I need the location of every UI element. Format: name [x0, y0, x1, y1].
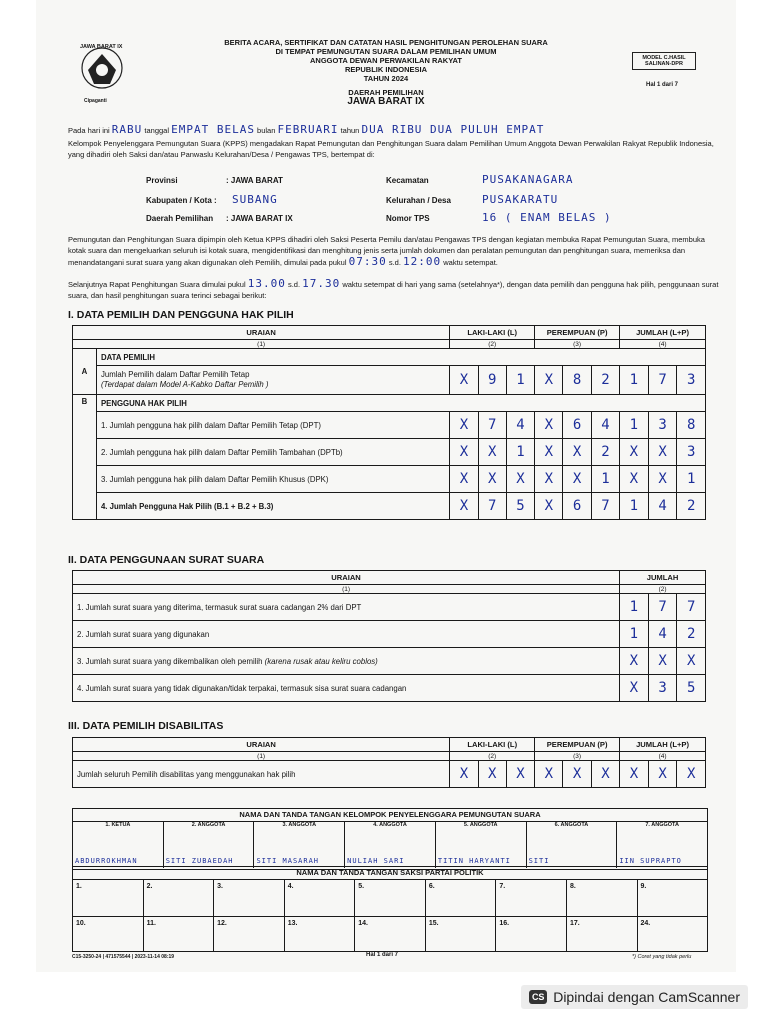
- digit: 7: [676, 594, 705, 620]
- footer-page: Hal 1 dari 7: [366, 952, 399, 958]
- title-line-1: BERITA ACARA, SERTIFIKAT DAN CATATAN HASIL PENGHITUNGAN PEROLEHAN SUARA: [224, 38, 548, 47]
- area-label: DAERAH PEMILIHAN: [348, 88, 424, 97]
- section-b-letter: B: [73, 395, 97, 520]
- col-num-1: (1): [73, 752, 450, 761]
- section-2-title: II. DATA PENGGUNAAN SURAT SUARA: [68, 554, 265, 566]
- digit: X: [544, 444, 554, 460]
- member-role: 6. ANGGOTA: [554, 822, 589, 828]
- kabupaten-value: SUBANG: [232, 193, 278, 206]
- time-sd: s.d.: [388, 258, 401, 267]
- digit: 8: [562, 366, 590, 394]
- dpt-male: [450, 366, 535, 395]
- digit: 7: [478, 412, 506, 438]
- ballot-returned-label: [73, 648, 620, 675]
- count-start-time: 13.00: [247, 277, 286, 290]
- b1-male: [450, 412, 535, 439]
- digit: 3: [648, 412, 677, 438]
- b2-female: [535, 439, 620, 466]
- digit: 6: [562, 412, 590, 438]
- member-name: NULIAH SARI: [347, 857, 405, 865]
- provinsi-label: Provinsi: [146, 176, 178, 185]
- member-role: 7. ANGGOTA: [645, 822, 679, 828]
- camscanner-text: Dipindai dengan CamScanner: [553, 989, 740, 1005]
- digit: X: [459, 444, 469, 460]
- digit: 2: [591, 439, 619, 465]
- digit: X: [478, 439, 506, 465]
- digit: X: [629, 653, 639, 669]
- col-female: PEREMPUAN (P): [535, 738, 620, 752]
- digit: 9: [478, 366, 506, 394]
- kpps-members: [73, 822, 707, 868]
- b3-female: [535, 466, 620, 493]
- tps-label: Nomor TPS: [386, 214, 430, 223]
- col-uraian: URAIAN: [73, 571, 620, 585]
- witness-slot: 2.: [144, 880, 215, 916]
- witness-slot: 4.: [285, 880, 356, 916]
- digit: 2: [591, 366, 619, 394]
- page-indicator: Hal 1 dari 7: [646, 82, 679, 88]
- disability-male: [450, 761, 535, 788]
- digit: X: [478, 466, 506, 492]
- day-value: RABU: [111, 123, 143, 136]
- witness-slot: 10.: [73, 917, 144, 951]
- member-role: 5. ANGGOTA: [463, 822, 498, 828]
- b3-total: [620, 466, 706, 493]
- col-num-3: (3): [535, 752, 620, 761]
- member-name: SITI: [528, 857, 550, 865]
- dpt-label-sub: (Terdapat dalam Model A-Kabko Daftar Pemilih ): [100, 380, 269, 389]
- digit: 4: [591, 412, 619, 438]
- count-time-sd: s.d.: [287, 280, 301, 289]
- daerah-value: : JAWA BARAT IX: [226, 214, 293, 223]
- kpps-signature-box: [72, 808, 708, 870]
- digit: 1: [629, 498, 639, 514]
- digit: X: [544, 372, 554, 388]
- digit: X: [544, 471, 554, 487]
- disability-total: [620, 761, 706, 788]
- digit: X: [648, 648, 677, 674]
- day-label: Pada hari ini: [68, 126, 110, 135]
- digit: 1: [591, 466, 619, 492]
- digit: 4: [506, 412, 534, 438]
- count-end-time: 17.30: [302, 277, 341, 290]
- procedure-text: Pemungutan dan Penghitungan Suara dipimpin oleh Ketua KPPS dihadiri oleh Saksi Peserta Pemilu dan/atau Pengawas TPS dengan kegiatan membuka Rapat Pemungutan Suara, membuka kotak suara dan mengeluarkan seluruh isi kotak suara, mengidentifikasi dan menghitung jenis serta jumlah dokumen dan peralatan pemungutan dan penghitungan suara, memeriksa dan menandatangani surat suara yang akan digunakan oleh Pemilih, dimulai pada pukul: [68, 235, 705, 267]
- digit: X: [562, 761, 590, 787]
- digit: X: [591, 761, 619, 787]
- dpt-label: Jumlah Pemilih dalam Daftar Pemilih Tetap: [100, 370, 250, 379]
- digit: 7: [648, 594, 677, 620]
- col-num-3: (3): [535, 340, 620, 349]
- col-total: JUMLAH (L+P): [620, 326, 706, 340]
- title-line-3: ANGGOTA DEWAN PERWAKILAN RAKYAT: [310, 56, 462, 65]
- member-name: TITIN HARYANTI: [437, 857, 511, 865]
- digit: X: [629, 680, 639, 696]
- col-num-1: (1): [73, 585, 620, 594]
- start-time: 07:30: [348, 255, 387, 268]
- digit: X: [459, 471, 469, 487]
- witness-slot: 13.: [285, 917, 356, 951]
- witness-signature-box: [72, 866, 708, 952]
- digit: X: [478, 761, 506, 787]
- digit: X: [648, 439, 677, 465]
- digit: 1: [676, 466, 705, 492]
- ballot-received-total: [620, 594, 706, 621]
- ballot-usage-table: [72, 570, 706, 702]
- witness-slot: 16.: [496, 917, 567, 951]
- col-total: JUMLAH (L+P): [620, 738, 706, 752]
- kelurahan-label: Kelurahan / Desa: [386, 196, 451, 205]
- col-num-4: (4): [620, 752, 706, 761]
- witness-row-2: [73, 917, 707, 951]
- digit: X: [544, 766, 554, 782]
- digit: X: [459, 766, 469, 782]
- b4-male: [450, 493, 535, 520]
- date-label: tanggal: [144, 126, 169, 135]
- b4-label: 4. Jumlah Pengguna Hak Pilih (B.1 + B.2 + B.3): [96, 493, 449, 520]
- digit: X: [459, 417, 469, 433]
- witness-row-1: [73, 880, 707, 917]
- digit: 7: [591, 493, 619, 519]
- date-value: EMPAT BELAS: [171, 123, 255, 136]
- intro-line: [68, 124, 728, 136]
- member-name: SITI MASARAH: [256, 857, 320, 865]
- digit: 1: [629, 372, 639, 388]
- witness-slot: 17.: [567, 917, 638, 951]
- disability-label: Jumlah seluruh Pemilih disabilitas yang menggunakan hak pilih: [73, 761, 450, 788]
- section-a-letter: A: [73, 349, 97, 395]
- col-male: LAKI-LAKI (L): [450, 326, 535, 340]
- ballot-received-label: 1. Jumlah surat suara yang diterima, termasuk surat suara cadangan 2% dari DPT: [73, 594, 620, 621]
- digit: X: [562, 466, 590, 492]
- member-name: SITI ZUBAEDAH: [165, 857, 234, 865]
- b1-total: [620, 412, 706, 439]
- witness-slot: 24.: [640, 920, 651, 927]
- digit: 1: [629, 599, 639, 615]
- digit: 5: [506, 493, 534, 519]
- member-role: 3. ANGGOTA: [282, 822, 317, 828]
- counting-text-b: waktu setempat di hari yang sama (setelahnya*), dengan data pemilih dan pengguna hak pilih, penggunaan surat suara, dan hasil penghitungan suara terinci sebagai berikut:: [68, 280, 719, 300]
- col-num-4: (4): [620, 340, 706, 349]
- digit: 2: [676, 621, 705, 647]
- ballot-returned-text: 3. Jumlah surat suara yang dikembalikan oleh pemilih: [77, 656, 263, 666]
- camscanner-watermark: [521, 985, 748, 1009]
- digit: 3: [648, 675, 677, 701]
- b3-label: 3. Jumlah pengguna hak pilih dalam Daftar Pemilih Khusus (DPK): [96, 466, 449, 493]
- digit: X: [648, 466, 677, 492]
- disability-table: [72, 737, 706, 788]
- member-name: IIN SUPRAPTO: [619, 857, 682, 865]
- dpt-row-label: [96, 366, 449, 395]
- tps-value: 16 ( ENAM BELAS ): [482, 211, 612, 224]
- col-male: LAKI-LAKI (L): [450, 738, 535, 752]
- witness-slot: 14.: [355, 917, 426, 951]
- kpps-member: [73, 822, 164, 868]
- document-title: [156, 38, 616, 106]
- ballot-used-label: 2. Jumlah surat suara yang digunakan: [73, 621, 620, 648]
- month-value: FEBRUARI: [277, 123, 339, 136]
- kpps-member: [436, 822, 527, 868]
- digit: X: [676, 648, 705, 674]
- witness-slot: 15.: [426, 917, 497, 951]
- col-num-2: (2): [620, 585, 706, 594]
- b2-label: 2. Jumlah pengguna hak pilih dalam Daftar Pemilih Tambahan (DPTb): [96, 439, 449, 466]
- camscanner-icon: CS: [529, 990, 547, 1004]
- kelurahan-value: PUSAKARATU: [482, 193, 559, 206]
- digit: X: [544, 417, 554, 433]
- b2-total: [620, 439, 706, 466]
- digit: 7: [648, 366, 677, 394]
- digit: 5: [676, 675, 705, 701]
- kpps-member: [254, 822, 345, 868]
- year-value: DUA RIBU DUA PULUH EMPAT: [361, 123, 545, 136]
- ballot-returned-note: (karena rusak atau keliru coblos): [264, 656, 378, 666]
- procedure-paragraph: [68, 234, 724, 268]
- logo-subtext: Cipaganti: [84, 98, 107, 104]
- b4-total: [620, 493, 706, 520]
- footer-note: *) Coret yang tidak perlu: [632, 954, 692, 960]
- witness-slot: 9.: [640, 883, 647, 890]
- provinsi-value: : JAWA BARAT: [226, 176, 283, 185]
- daerah-label: Daerah Pemilihan: [146, 214, 214, 223]
- dpt-female: [535, 366, 620, 395]
- counting-text-a: Selanjutnya Rapat Penghitungan Suara dimulai pukul: [68, 280, 246, 289]
- digit: X: [629, 766, 639, 782]
- title-line-5: TAHUN 2024: [363, 74, 409, 83]
- title-line-4: REPUBLIK INDONESIA: [344, 65, 428, 74]
- digit: 3: [676, 439, 705, 465]
- kpps-member: [527, 822, 618, 868]
- digit: 1: [629, 626, 639, 642]
- b3-male: [450, 466, 535, 493]
- col-num-1: (1): [73, 340, 450, 349]
- col-uraian: URAIAN: [73, 326, 450, 340]
- digit: X: [629, 471, 639, 487]
- kecamatan-value: PUSAKANAGARA: [482, 173, 574, 186]
- member-name: ABDURROKHMAN: [75, 857, 138, 865]
- digit: X: [676, 761, 705, 787]
- kpps-member: [617, 822, 707, 868]
- document-sheet: [36, 0, 736, 972]
- section-b-title: PENGGUNA HAK PILIH: [96, 395, 705, 412]
- b1-label: 1. Jumlah pengguna hak pilih dalam Daftar Pemilih Tetap (DPT): [96, 412, 449, 439]
- kpps-member: [164, 822, 255, 868]
- year-label: tahun: [340, 126, 360, 135]
- kecamatan-label: Kecamatan: [386, 176, 429, 185]
- section-1-title: I. DATA PEMILIH DAN PENGGUNA HAK PILIH: [68, 309, 294, 321]
- voter-data-table: [72, 325, 706, 520]
- kpps-member: [345, 822, 436, 868]
- col-total: JUMLAH: [620, 571, 706, 585]
- local-time-label: waktu setempat.: [443, 258, 498, 267]
- witness-slot: 7.: [496, 880, 567, 916]
- col-female: PEREMPUAN (P): [535, 326, 620, 340]
- digit: X: [562, 439, 590, 465]
- witness-slot: 5.: [355, 880, 426, 916]
- member-role: 4. ANGGOTA: [373, 822, 407, 828]
- title-line-2: DI TEMPAT PEMUNGUTAN SUARA DALAM PEMILIHAN UMUM: [275, 47, 497, 56]
- kpps-title: NAMA DAN TANDA TANGAN KELOMPOK PENYELENGGARA PEMUNGUTAN SUARA: [73, 809, 707, 822]
- intro-paragraph: Kelompok Penyelenggara Pemungutan Suara (KPPS) mengadakan Rapat Pemungutan dan Penghitungan Suara dalam Pemilihan Umum Anggota Dewan Perwakilan Rakyat Republik Indonesia, yang dihadiri oleh Saksi dan/atau Panwaslu Kelurahan/Desa / Pengawas TPS, bertempat di:: [68, 139, 714, 159]
- witness-slot: 12.: [214, 917, 285, 951]
- footer-code: C15-3250-24 | 471575544 | 2023-11-14 08:19: [72, 954, 175, 960]
- b2-male: [450, 439, 535, 466]
- disability-female: [535, 761, 620, 788]
- digit: 4: [648, 493, 677, 519]
- logo-text: JAWA BARAT IX: [80, 44, 123, 50]
- digit: X: [506, 761, 534, 787]
- ballot-returned-total: [620, 648, 706, 675]
- digit: 6: [562, 493, 590, 519]
- dpt-total: [620, 366, 706, 395]
- digit: X: [648, 761, 677, 787]
- witness-slot: 11.: [144, 917, 215, 951]
- ballot-unused-label: 4. Jumlah surat suara yang tidak digunakan/tidak terpakai, termasuk sisa surat suara cadangan: [73, 675, 620, 702]
- witness-slot: 3.: [214, 880, 285, 916]
- member-role: 1. KETUA: [105, 822, 131, 828]
- end-time: 12:00: [403, 255, 442, 268]
- b1-female: [535, 412, 620, 439]
- col-uraian: URAIAN: [73, 738, 450, 752]
- section-3-title: III. DATA PEMILIH DISABILITAS: [68, 720, 224, 732]
- digit: 7: [478, 493, 506, 519]
- witness-slot: 6.: [426, 880, 497, 916]
- digit: 1: [629, 417, 639, 433]
- b4-female: [535, 493, 620, 520]
- witness-slot: 1.: [73, 880, 144, 916]
- digit: X: [459, 498, 469, 514]
- digit: 3: [676, 366, 705, 394]
- digit: 1: [506, 366, 534, 394]
- kabupaten-label: Kabupaten / Kota :: [146, 196, 217, 205]
- ballot-unused-total: [620, 675, 706, 702]
- member-role: 2. ANGGOTA: [191, 822, 226, 828]
- section-a-title: DATA PEMILIH: [96, 349, 705, 366]
- col-num-2: (2): [450, 340, 535, 349]
- digit: X: [629, 444, 639, 460]
- digit: 4: [648, 621, 677, 647]
- month-label: bulan: [257, 126, 276, 135]
- witness-slot: 8.: [567, 880, 638, 916]
- witness-title: NAMA DAN TANDA TANGAN SAKSI PARTAI POLITIK: [73, 867, 707, 880]
- ballot-used-total: [620, 621, 706, 648]
- area-name: JAWA BARAT IX: [347, 96, 425, 107]
- col-num-2: (2): [450, 752, 535, 761]
- digit: X: [506, 466, 534, 492]
- counting-paragraph: [68, 278, 724, 301]
- digit: 1: [506, 439, 534, 465]
- digit: X: [459, 372, 469, 388]
- model-box: MODEL C.HASIL SALINAN-DPR: [632, 52, 696, 70]
- digit: 8: [676, 412, 705, 438]
- digit: X: [544, 498, 554, 514]
- digit: 2: [676, 493, 705, 519]
